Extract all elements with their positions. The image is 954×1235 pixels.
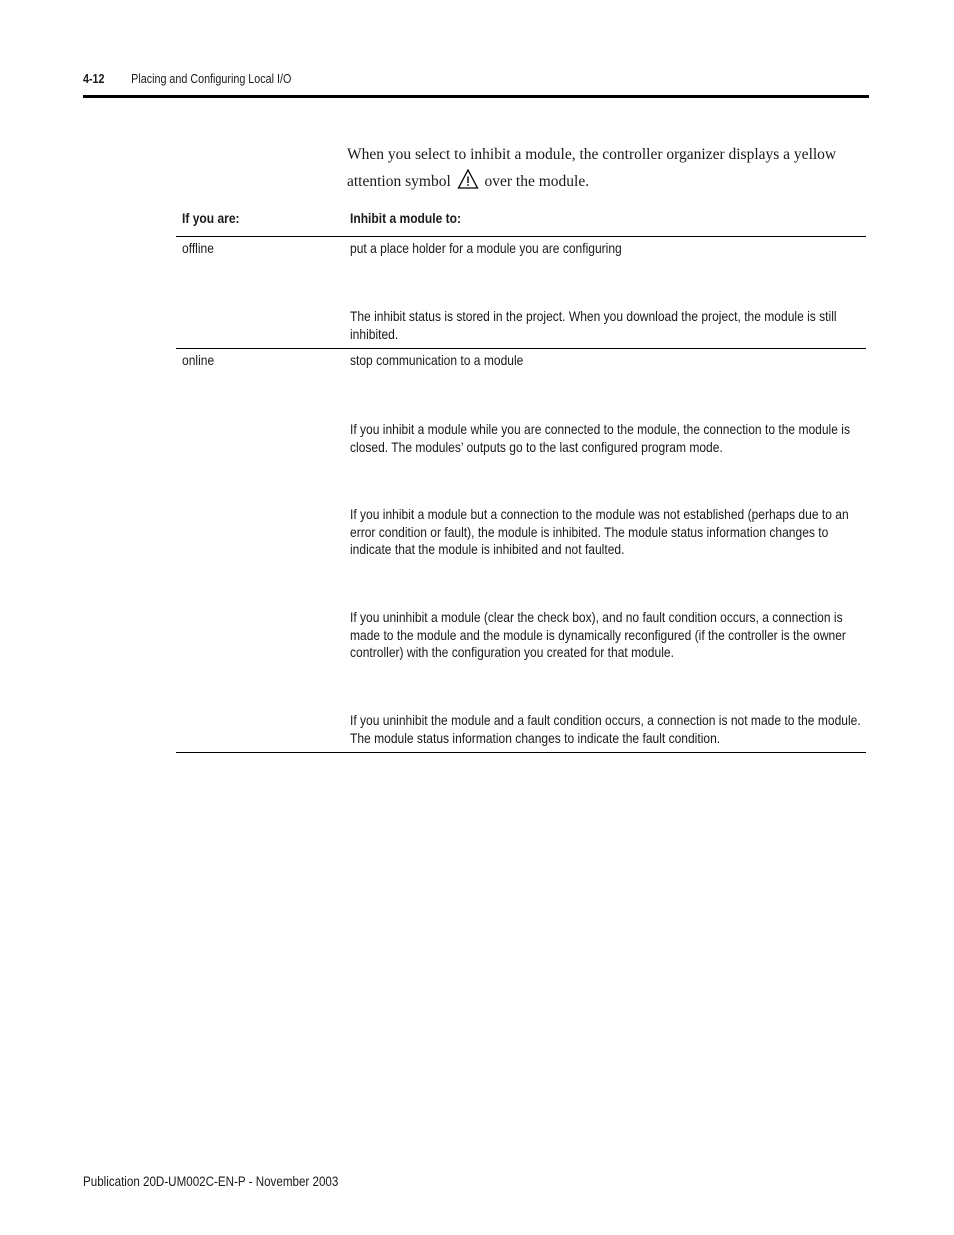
column-header-inhibit-to: Inhibit a module to: <box>350 210 462 226</box>
row-online-paragraph-4: If you uninhibit a module (clear the check box), and no fault condition occurs, a connection is made to the module and the module is dynamically reconfigured (if the controller is the owner controller) with the configuration you created for that module. <box>350 609 846 660</box>
table-bottom-rule <box>176 752 866 753</box>
row-online-paragraph-3: If you inhibit a module but a connection to the module was not established (perhaps due to an error condition or fault), the module is inhibited. The module status information changes to indicate that the module is inhibited and not faulted. <box>350 506 849 557</box>
chapter-title: Placing and Configuring Local I/O <box>131 72 292 86</box>
column-header-if-you-are: If you are: <box>182 210 240 226</box>
header-rule <box>83 95 869 98</box>
row-offline-paragraph-1: put a place holder for a module you are configuring <box>350 240 622 256</box>
row-offline-state: offline <box>182 240 214 256</box>
header-divider <box>176 236 866 237</box>
row-offline-paragraph-2: The inhibit status is stored in the project. When you download the project, the module is still inhibited. <box>350 308 837 342</box>
page-number: 4-12 <box>83 72 105 86</box>
warning-triangle-icon <box>457 168 479 190</box>
row-online-paragraph-2: If you inhibit a module while you are connected to the module, the connection to the module is closed. The modules’ outputs go to the last configured program mode. <box>350 421 850 455</box>
row-online-paragraph-1: stop communication to a module <box>350 352 524 368</box>
publication-footer: Publication 20D-UM002C-EN-P - November 2003 <box>83 1174 339 1189</box>
intro-text-after: over the module. <box>484 173 590 190</box>
intro-paragraph <box>347 141 872 195</box>
intro-text-before: When you select to inhibit a module, the controller organizer displays a yellow attention symbol <box>347 146 837 190</box>
row-online-paragraph-5: If you uninhibit the module and a fault condition occurs, a connection is not made to the module. The module status information changes to indicate the fault condition. <box>350 712 861 746</box>
row-divider <box>176 348 866 349</box>
row-online-state: online <box>182 352 215 368</box>
page-header <box>83 72 759 92</box>
